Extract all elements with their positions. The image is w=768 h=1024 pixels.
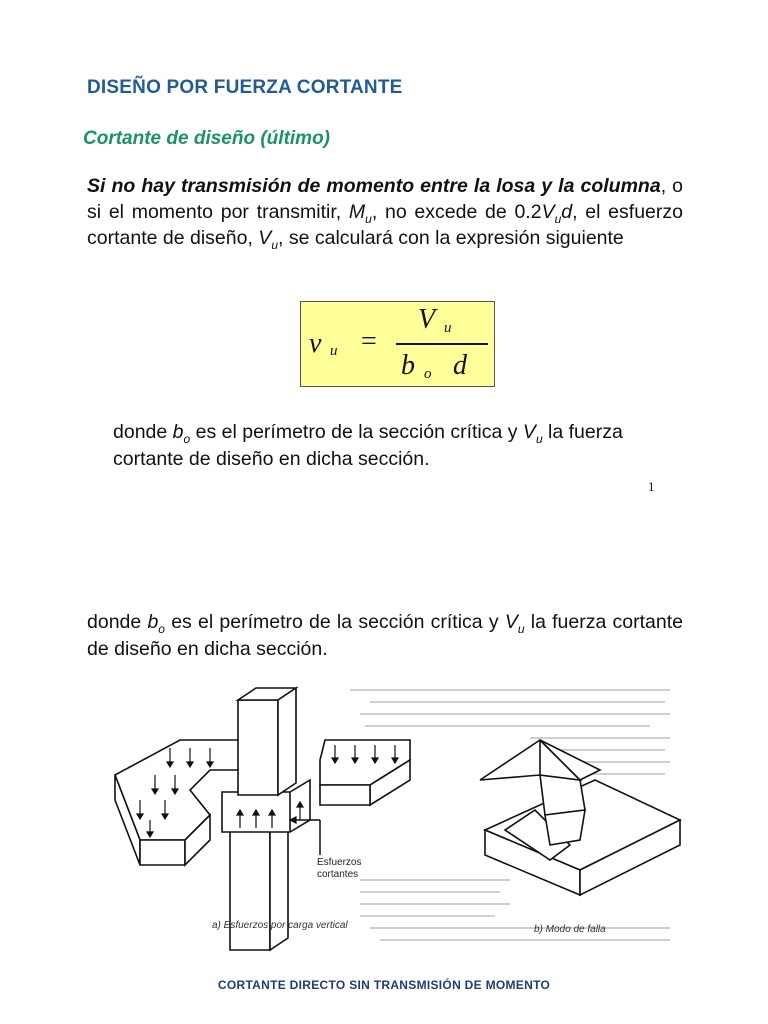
symbol-V-sub: u [554,211,562,226]
symbol-b: b [147,611,159,633]
figure-caption-a: a) Esfuerzos por carga vertical [212,920,348,931]
definition-note-repeat [87,609,683,663]
symbol-V-sub: u [271,237,278,252]
symbol-V-sub: u [535,431,543,446]
note-text: la fuerza cortante de diseño en dicha sección. [113,421,623,470]
formula-lhs: v [309,328,322,359]
paragraph-bold-lead: Si no hay transmisión de momento entre la losa y la columna [87,175,661,197]
paragraph-text: , o si el momento por transmitir, [87,175,683,223]
label-line: Esfuerzos [317,857,362,868]
shear-stress-label [317,857,361,881]
section-subtitle: Cortante de diseño (último) [83,128,330,149]
note-text: donde [87,611,148,633]
formula-denominator-b: b [401,350,415,381]
note-text: donde [113,421,173,443]
formula-numerator-sub: u [444,320,452,336]
formula-box [300,301,495,387]
paragraph-text: , se calculará con la expresión siguiente [278,227,624,249]
symbol-V-sub: u [517,621,525,636]
label-line: cortantes [317,869,359,880]
symbol-b-sub: o [183,431,191,446]
symbol-d: d [561,201,573,223]
formula-denominator-sub: o [424,366,432,382]
note-text: es el perímetro de la sección crítica y [190,421,523,443]
formula-numerator: V [418,304,436,335]
symbol-b: b [172,421,184,443]
figure-caption-b: b) Modo de falla [534,924,606,935]
fraction-line [396,343,488,345]
slab-column-drawing [115,688,410,950]
symbol-V: V [522,421,536,443]
symbol-V: V [541,201,555,223]
formula-equals: = [361,326,377,357]
formula-lhs-sub: u [330,343,338,359]
slide-footer: CORTANTE DIRECTO SIN TRANSMISIÓN DE MOMENTO [217,978,551,992]
symbol-V: V [258,227,272,249]
note-text: la fuerza cortante de diseño en dicha sección. [87,611,683,660]
formula-denominator-d: d [453,350,467,381]
page-number: 1 [648,479,655,494]
definition-note [113,419,693,473]
page-title: DISEÑO POR FUERZA CORTANTE [87,77,403,98]
note-text: es el perímetro de la sección crítica y [164,611,505,633]
paragraph-text: , el esfuerzo cortante de diseño, [87,201,683,249]
failure-mode-drawing [480,740,680,895]
intro-paragraph [87,173,683,251]
symbol-M-sub: u [365,211,372,226]
symbol-V: V [504,611,518,633]
paragraph-text: , no excede de 0.2 [371,201,542,223]
punching-shear-figure [110,680,690,955]
symbol-b-sub: o [158,621,165,636]
symbol-M: M [348,201,366,223]
